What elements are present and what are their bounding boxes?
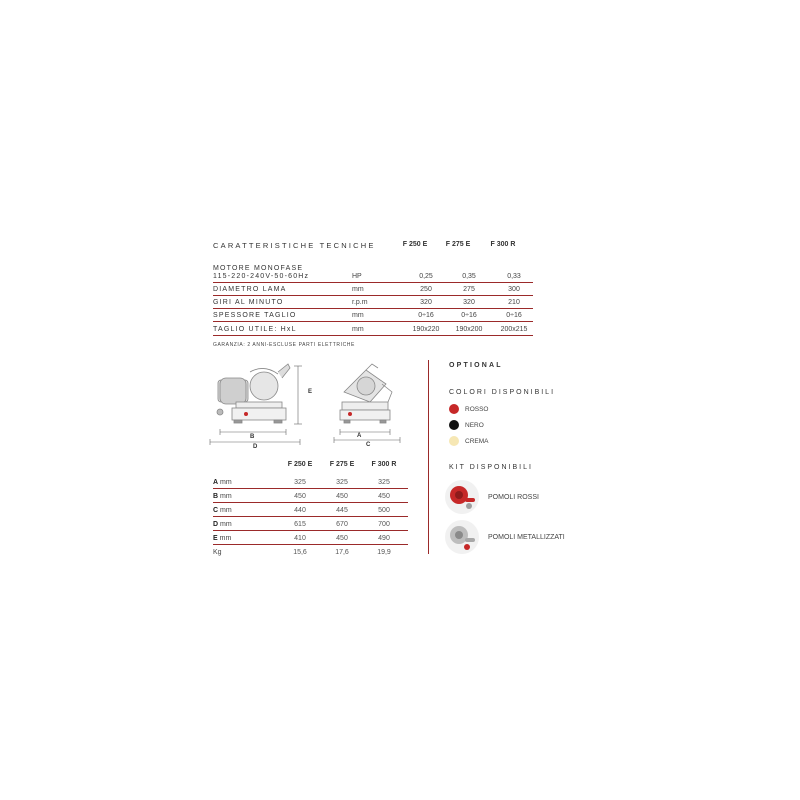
tech-row-value: 320 xyxy=(420,299,432,306)
tech-row-blade xyxy=(213,282,533,296)
tech-row-value: 0÷16 xyxy=(506,312,522,319)
dim-model-header: F 300 R xyxy=(371,461,397,468)
dim-row xyxy=(213,530,408,545)
tech-model-header: F 250 E xyxy=(402,241,428,248)
tech-row-value: 250 xyxy=(420,286,432,293)
tech-row-value: 0,33 xyxy=(507,273,521,280)
tech-row-value: 300 xyxy=(508,286,520,293)
dim-row-unit: Kg xyxy=(213,549,222,556)
dim-row-value: 325 xyxy=(336,479,348,486)
tech-row-label: MOTORE MONOFASE xyxy=(213,265,304,272)
dim-row-value: 450 xyxy=(336,493,348,500)
dimension-label-c: C xyxy=(366,442,371,448)
tech-row-value: 190x200 xyxy=(455,326,483,333)
tech-row-motor xyxy=(213,264,533,283)
dim-row-unit: mm xyxy=(217,535,232,542)
dim-row xyxy=(213,488,408,503)
tech-row-label: SPESSORE TAGLIO xyxy=(213,312,297,319)
tech-row-value: 0÷16 xyxy=(461,312,477,319)
dim-row-letter: E xyxy=(213,535,218,542)
dim-row-unit: mm xyxy=(218,479,232,486)
dim-row-unit: mm xyxy=(218,521,232,528)
dim-row-value: 15,6 xyxy=(293,549,307,556)
tech-row-unit: mm xyxy=(352,312,364,319)
color-label: ROSSO xyxy=(465,406,489,413)
dim-row-value: 500 xyxy=(378,507,390,514)
tech-row-unit: mm xyxy=(352,326,364,333)
dimension-label-b: B xyxy=(250,434,255,440)
color-swatch-red xyxy=(449,404,459,414)
slicer-side-drawing xyxy=(206,362,316,454)
dim-row-value: 445 xyxy=(336,507,348,514)
dim-row-value: 19,9 xyxy=(377,549,391,556)
dimension-label-a: A xyxy=(357,433,362,439)
dim-row-value: 615 xyxy=(294,521,306,528)
tech-row-value: 190x220 xyxy=(412,326,440,333)
kits-title: KIT DISPONIBILI xyxy=(449,464,533,471)
tech-row-value: 0,35 xyxy=(462,273,476,280)
color-swatch-black xyxy=(449,420,459,430)
color-label: CREMA xyxy=(465,438,489,445)
dim-row-value: 450 xyxy=(336,535,348,542)
dim-row-value: 670 xyxy=(336,521,348,528)
optional-title: OPTIONAL xyxy=(449,362,503,369)
dimension-label-d: D xyxy=(253,444,258,450)
tech-row-unit: mm xyxy=(352,286,364,293)
slicer-front-drawing xyxy=(330,362,410,454)
dim-row-letter: D xyxy=(213,521,219,528)
tech-model-header: F 300 R xyxy=(490,241,516,248)
dim-row xyxy=(213,502,408,517)
tech-row-cut xyxy=(213,322,533,336)
dim-row xyxy=(213,516,408,531)
dim-row xyxy=(213,474,408,489)
tech-row-value: 0÷16 xyxy=(418,312,434,319)
red-knob-icon xyxy=(445,480,479,514)
colors-title: COLORI DISPONIBILI xyxy=(449,389,556,396)
warranty-note: GARANZIA: 2 ANNI-ESCLUSE PARTI ELETTRICHE xyxy=(213,342,355,348)
dim-row-unit: mm xyxy=(218,493,232,500)
tech-row-value: 275 xyxy=(463,286,475,293)
tech-row-value: 200x215 xyxy=(500,326,528,333)
color-label: NERO xyxy=(465,422,484,429)
tech-row-label: 115-220-240V-50-60Hz xyxy=(213,273,310,280)
tech-model-header: F 275 E xyxy=(445,241,471,248)
tech-row-label: GIRI AL MINUTO xyxy=(213,299,284,306)
dim-row-value: 440 xyxy=(294,507,306,514)
dim-row-unit: mm xyxy=(218,507,232,514)
dim-row-value: 490 xyxy=(378,535,390,542)
kit-label: POMOLI ROSSI xyxy=(488,494,539,501)
tech-specs-title: CARATTERISTICHE TECNICHE xyxy=(213,241,376,250)
dim-row-value: 325 xyxy=(294,479,306,486)
tech-row-rpm xyxy=(213,295,533,309)
dimension-label-e: E xyxy=(308,389,313,395)
tech-row-unit: r.p.m xyxy=(352,299,368,306)
dim-row-value: 450 xyxy=(294,493,306,500)
tech-row-thickness xyxy=(213,308,533,322)
tech-row-unit: HP xyxy=(352,273,362,280)
color-swatch-cream xyxy=(449,436,459,446)
tech-row-label: TAGLIO UTILE: HxL xyxy=(213,326,297,333)
dim-model-header: F 275 E xyxy=(329,461,355,468)
dim-row-value: 325 xyxy=(378,479,390,486)
tech-row-label: DIAMETRO LAMA xyxy=(213,286,287,293)
dim-row-letter: C xyxy=(213,507,219,514)
dim-row-letter: A xyxy=(213,479,219,486)
dim-row-letter: B xyxy=(213,493,219,500)
kit-label: POMOLI METALLIZZATI xyxy=(488,534,565,541)
section-divider xyxy=(428,360,429,554)
tech-row-value: 0,25 xyxy=(419,273,433,280)
dim-row-value: 410 xyxy=(294,535,306,542)
dim-row-value: 450 xyxy=(378,493,390,500)
dim-model-header: F 250 E xyxy=(287,461,313,468)
dim-row-value: 17,6 xyxy=(335,549,349,556)
metal-knob-icon xyxy=(445,520,479,554)
tech-row-value: 210 xyxy=(508,299,520,306)
dim-row-weight xyxy=(213,544,408,558)
dim-row-value: 700 xyxy=(378,521,390,528)
tech-row-value: 320 xyxy=(463,299,475,306)
